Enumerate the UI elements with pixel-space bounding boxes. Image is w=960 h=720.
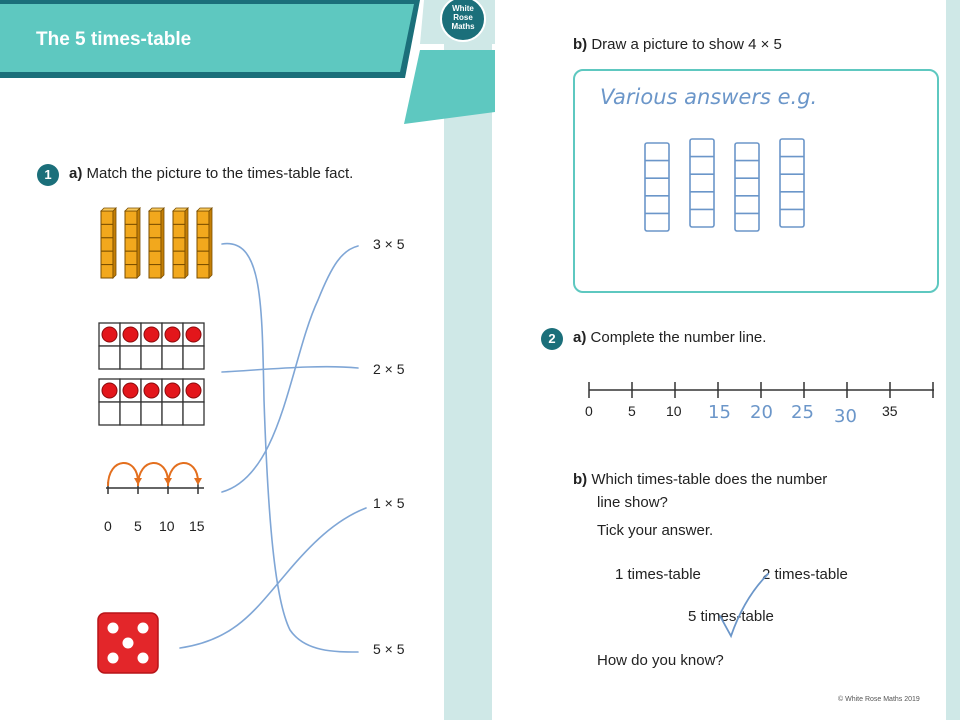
jumps-label-10: 10 (159, 518, 175, 534)
part-b-instruction: Draw a picture to show 4 × 5 (591, 36, 782, 53)
option-2-times-table[interactable]: 2 times-table (762, 566, 848, 583)
number-line-handwritten (700, 396, 870, 428)
fact-2x5: 2 × 5 (373, 361, 405, 377)
question-2b-text (573, 471, 827, 488)
page-title: The 5 times-table (36, 29, 192, 50)
handwritten-tick-mark (712, 570, 772, 640)
nl-answer-20: 20 (750, 402, 773, 423)
drawn-tower (735, 143, 759, 231)
jumps-label-15: 15 (189, 518, 205, 534)
nl-answer-25: 25 (791, 402, 814, 423)
nl-label-5: 5 (628, 403, 636, 419)
question-1-number: 1 (37, 164, 59, 186)
drawn-tower (645, 143, 669, 231)
nl-answer-30: 30 (834, 406, 857, 427)
drawn-tower (780, 139, 804, 227)
jumps-label-0: 0 (104, 518, 112, 534)
question-2b-line2: line show? (597, 494, 668, 511)
nl-label-0: 0 (585, 403, 593, 419)
jumps-label-5: 5 (134, 518, 142, 534)
logo-word-1: White (452, 4, 474, 13)
question-2a-text (573, 329, 766, 346)
question-2-number: 2 (541, 328, 563, 350)
matching-lines (0, 0, 444, 720)
fact-1x5: 1 × 5 (373, 495, 405, 511)
part-b-label: b) (573, 36, 588, 53)
right-page-margin-band (946, 0, 960, 720)
tick-instruction: Tick your answer. (597, 522, 714, 539)
nl-label-35: 35 (882, 403, 898, 419)
logo-word-2: Rose (453, 13, 473, 22)
part-2a-label: a) (573, 329, 587, 346)
how-do-you-know: How do you know? (597, 652, 724, 669)
fact-3x5: 3 × 5 (373, 236, 405, 252)
nl-label-10: 10 (666, 403, 682, 419)
option-1-times-table[interactable]: 1 times-table (615, 566, 701, 583)
handwritten-note: Various answers e.g. (600, 85, 818, 109)
fact-5x5: 5 × 5 (373, 641, 405, 657)
logo-word-3: Maths (451, 22, 475, 31)
nl-answer-15: 15 (708, 402, 731, 423)
part-2b-label: b) (573, 471, 588, 488)
part-a-instruction: Match the picture to the times-table fact. (86, 165, 354, 182)
question-1b-text (573, 36, 782, 53)
handwritten-drawing (575, 71, 935, 289)
part-2a-instruction: Complete the number line. (590, 329, 767, 346)
part-a-label: a) (69, 165, 83, 182)
drawn-tower (690, 139, 714, 227)
option-5-times-table[interactable]: 5 times-table (688, 608, 774, 625)
part-2b-line1: Which times-table does the number (591, 471, 828, 488)
copyright-footer: © White Rose Maths 2019 (838, 696, 920, 703)
